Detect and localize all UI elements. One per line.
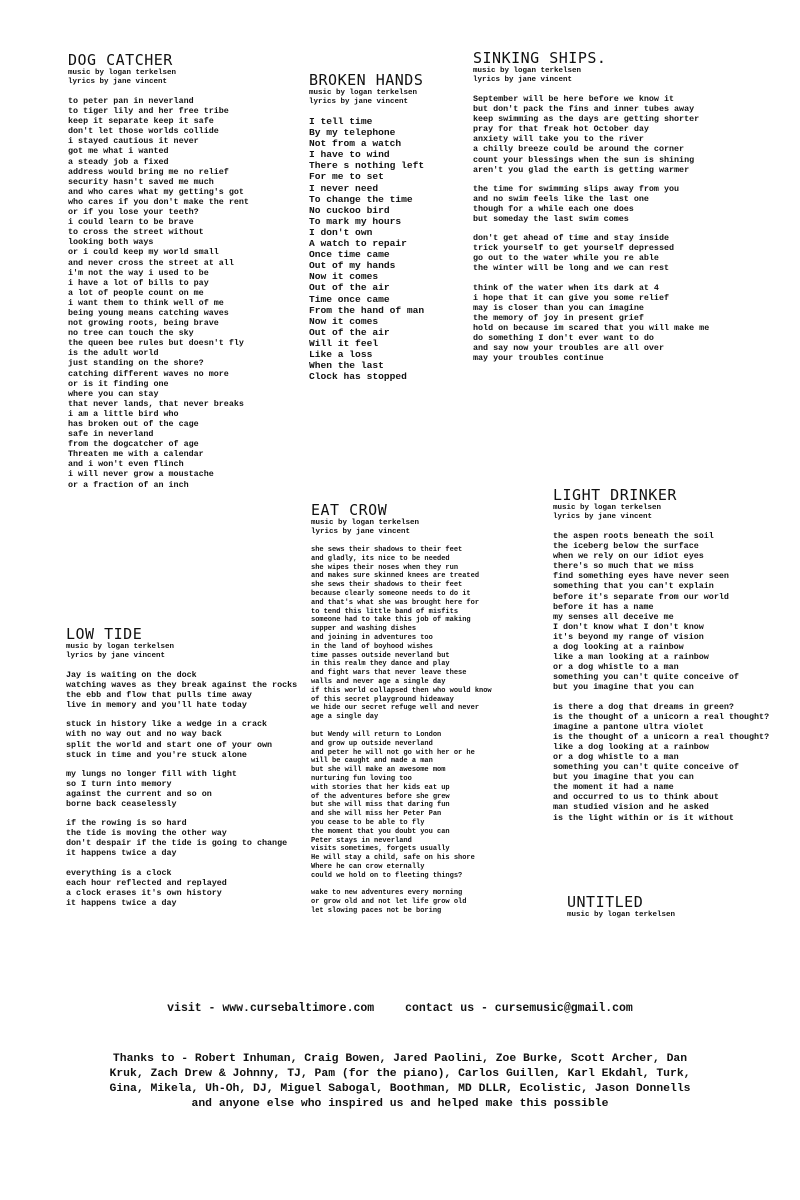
lyric-line: split the world and start one of your own [66, 739, 273, 750]
lyric-line: let slowing paces not be boring [311, 907, 442, 916]
lyric-line: looking both ways [68, 237, 154, 248]
lyric-line: will be caught and made a man [311, 757, 433, 766]
lyric-line: if this world collapsed then who would know [311, 686, 492, 695]
lyric-line: time passes outside neverland but [311, 651, 450, 660]
lyric-line: Once time came [309, 249, 390, 261]
lyric-line: with no way out and no way back [66, 729, 222, 740]
lyric-line: or is it finding one [68, 378, 169, 389]
lyric-line: pray for that freak hot October day [473, 124, 649, 135]
lyric-line: or if you lose your teeth? [68, 207, 199, 218]
lyric-line: to peter pan in neverland [68, 96, 194, 106]
stanza [473, 184, 709, 224]
stanza [473, 283, 709, 364]
lyric-line: keep swimming as the days are getting shorter [473, 114, 700, 125]
lyric-line: visits sometimes, forgets usually [311, 845, 450, 854]
lyric-line: Where he can crow eternally [311, 862, 425, 871]
lyric-line: To mark my hours [309, 215, 402, 227]
lyric-line: i want them to think well of me [68, 297, 224, 308]
lyric-line: A watch to repair [309, 238, 407, 250]
lyric-line: watching waves as they break against the rocks [66, 680, 298, 691]
song-credits [309, 89, 424, 107]
lyric-line: Now it comes [309, 315, 379, 327]
lyric-line: but she will make an awesome mom [311, 766, 446, 775]
lyric-line: He will stay a child, safe on his shore [311, 854, 475, 863]
song-sinking-ships [473, 50, 709, 372]
song-credits [567, 911, 675, 920]
lyric-line: but don't pack the fins and inner tubes away [473, 104, 695, 115]
lyric-line: we hide our secret refuge well and never [311, 704, 480, 713]
lyric-line: i will never grow a moustache [68, 469, 214, 480]
lyric-line: From the hand of man [309, 304, 425, 316]
lyric-line: When the last [309, 360, 384, 372]
song-credits [66, 643, 297, 661]
lyric-line: and joining in adventures too [311, 633, 433, 642]
lyric-line: the queen bee rules but doesn't fly [68, 338, 244, 349]
lyric-line: Out of the air [309, 326, 390, 338]
lyric-line: in this realm they dance and play [311, 660, 450, 669]
lyric-line: wake to new adventures every morning [311, 889, 463, 898]
lyric-line: I have to wind [309, 149, 390, 161]
lyric-line: but she will miss that daring fun [311, 801, 450, 810]
song-title: DOG CATCHER [68, 51, 173, 69]
lyric-line: don't get ahead of time and stay inside [473, 233, 670, 244]
stanza [473, 94, 709, 175]
lyric-line: No cuckoo bird [309, 204, 390, 216]
lyric-line: a dog looking at a rainbow [553, 642, 684, 653]
lyric-line: address would bring me no relief [68, 166, 229, 177]
credit-line: music by logan terkelsen [66, 643, 175, 651]
lyric-line: a clock erases it's own history [66, 887, 222, 898]
lyric-line: or a dog whistle to a man [553, 662, 679, 673]
credit-line: lyrics by jane vincent [68, 78, 168, 86]
lyric-line: i have a lot of bills to pay [68, 277, 209, 288]
lyric-line: i'm not the way i used to be [68, 267, 209, 278]
lyric-line: go out to the water while you re able [473, 253, 659, 264]
lyric-line: may your troubles continue [473, 353, 604, 364]
lyric-line: so I turn into memory [66, 778, 172, 789]
lyric-line: before it's separate from our world [553, 591, 729, 602]
lyric-line: she sews their shadows to their feet [311, 546, 463, 554]
lyric-line: of the adventures before she grew [311, 792, 450, 801]
stanza [309, 116, 424, 382]
song-title: EAT CROW [311, 501, 388, 519]
lyric-line: but you imagine that you can [553, 772, 694, 783]
lyric-line: being young means catching waves [68, 307, 229, 318]
lyric-line: and makes sure skinned knees are treated [311, 572, 480, 581]
stanza [66, 719, 297, 759]
thanks-line: Kruk, Zach Drew & Johnny, TJ, Pam (for the piano), Carlos Guillen, Karl Ekdahl, Turk, [109, 1068, 691, 1080]
lyric-line: stuck in time and you're stuck alone [66, 749, 247, 760]
lyric-line: don't let those worlds collide [68, 126, 219, 137]
lyric-line: and fight wars that never leave these [311, 669, 467, 678]
lyric-line: supper and washing dishes [311, 625, 417, 634]
lyric-line: imagine a pantone ultra violet [553, 721, 704, 732]
lyric-line: For me to set [309, 171, 384, 183]
contact-email-link[interactable]: contact us - cursemusic@gmail.com [405, 1002, 633, 1015]
lyric-line: who cares if you don't make the rent [68, 196, 249, 207]
song-untitled [567, 894, 675, 929]
credit-line: music by logan terkelsen [68, 69, 177, 77]
lyric-line: got me what i wanted [68, 146, 169, 157]
lyric-line: not growing roots, being brave [68, 318, 219, 329]
lyric-line: don't despair if the tide is going to change [66, 838, 288, 849]
lyric-line: age a single day [311, 713, 379, 722]
lyric-line: There s nothing left [309, 160, 425, 172]
lyric-line: in the land of boyhood wishes [311, 642, 433, 651]
lyric-line: and she will miss her Peter Pan [311, 810, 442, 819]
lyric-line: it happens twice a day [66, 848, 177, 859]
credit-line: lyrics by jane vincent [309, 98, 409, 106]
lyric-line: Jay is waiting on the dock [66, 670, 197, 680]
lyric-line: or grow old and not let life grow old [311, 898, 467, 907]
stanza [553, 702, 769, 823]
lyric-line: nurturing fun loving too [311, 774, 412, 783]
credit-line: lyrics by jane vincent [473, 76, 573, 84]
lyric-line: no tree can touch the sky [68, 328, 194, 339]
lyric-line: Out of my hands [309, 260, 396, 272]
lyric-line: aren't you glad the earth is getting warmer [473, 164, 690, 175]
lyric-line: trick yourself to get yourself depressed [473, 243, 675, 254]
lyric-line: something you can't quite conceive of [553, 762, 739, 773]
song-credits [553, 504, 769, 522]
lyric-line: and gladly, its nice to be needed [311, 554, 450, 563]
thanks-section [40, 1052, 760, 1112]
lyric-line: i hope that it can give you some relief [473, 292, 670, 303]
lyric-line: my senses all deceive me [553, 611, 674, 622]
credit-line: music by logan terkelsen [309, 89, 418, 97]
lyric-line: To change the time [309, 193, 413, 205]
lyric-line: is there a dog that dreams in green? [553, 701, 734, 712]
lyric-line: Out of the air [309, 282, 390, 294]
song-title: UNTITLED [567, 893, 644, 911]
lyric-line: it happens twice a day [66, 897, 177, 908]
lyric-line: and grow up outside neverland [311, 739, 433, 748]
song-title: SINKING SHIPS. [473, 49, 607, 67]
stanza [66, 868, 297, 908]
lyric-line: that never lands, that never breaks [68, 398, 244, 409]
lyric-line: like a man looking at a rainbow [553, 652, 709, 663]
lyric-line: to tend this little band of misfits [311, 607, 459, 616]
song-credits [473, 67, 709, 85]
lyric-line: if the rowing is so hard [66, 818, 187, 829]
lyric-line: a steady job a fixed [68, 156, 169, 167]
song-title: BROKEN HANDS [309, 71, 424, 89]
lyric-line: a chilly breeze could be around the corner [473, 144, 685, 155]
lyric-line: is the adult world [68, 348, 159, 359]
song-credits [311, 519, 492, 537]
lyric-line: think of the water when its dark at 4 [473, 282, 659, 293]
stanza [68, 96, 249, 490]
lyric-line: it's beyond my range of vision [553, 631, 704, 642]
lyric-line: borne back ceaselessly [66, 799, 177, 810]
lyric-line: is the light within or is it without [553, 812, 734, 823]
credit-line: lyrics by jane vincent [66, 652, 166, 660]
lyric-line: the memory of joy in present grief [473, 312, 644, 323]
credit-line: music by logan terkelsen [311, 519, 420, 527]
lyric-line: September will be here before we know it [473, 94, 675, 104]
lyric-line: count your blessings when the sun is shining [473, 154, 695, 165]
lyric-line: or a dog whistle to a man [553, 751, 679, 762]
lyric-line: the ebb and flow that pulls time away [66, 690, 252, 701]
website-link[interactable]: visit - www.cursebaltimore.com [167, 1002, 375, 1015]
lyric-line: man studied vision and he asked [553, 802, 709, 813]
lyric-line: i am a little bird who [68, 408, 179, 419]
lyric-line: keep it separate keep it safe [68, 116, 214, 127]
stanza [311, 731, 492, 881]
footer-links [0, 1002, 800, 1015]
lyric-line: a lot of people count on me [68, 287, 204, 298]
lyric-line: i stayed cautious it never [68, 136, 199, 147]
lyric-line: like a dog looking at a rainbow [553, 741, 709, 752]
stanza [66, 818, 297, 858]
lyric-line: and never cross the street at all [68, 257, 234, 268]
lyric-line: do something I don't ever want to do [473, 332, 654, 343]
lyric-line: catching different waves no more [68, 368, 229, 379]
lyric-line: everything is a clock [66, 867, 172, 878]
lyric-line: just standing on the shore? [68, 358, 204, 369]
song-credits [68, 69, 249, 87]
credit-line: lyrics by jane vincent [311, 528, 411, 536]
credit-line: music by logan terkelsen [473, 67, 582, 75]
lyric-line: safe in neverland [68, 429, 154, 440]
song-title: LIGHT DRINKER [553, 486, 677, 504]
lyric-line: of this secret playground hideaway [311, 695, 454, 704]
lyric-line: or i could keep my world small [68, 247, 219, 258]
lyric-line: security hasn't saved me much [68, 176, 214, 187]
lyric-line: and who cares what my getting's got [68, 186, 244, 197]
lyric-line: or a fraction of an inch [68, 479, 189, 490]
lyric-line: By my telephone [309, 127, 396, 139]
lyric-line: the aspen roots beneath the soil [553, 531, 714, 541]
lyric-line: something that you can't explain [553, 581, 714, 592]
lyric-line: Will it feel [309, 337, 379, 349]
lyric-line: may is closer than you can imagine [473, 302, 644, 313]
lyric-line: but Wendy will return to London [311, 730, 442, 739]
stanza [311, 889, 492, 915]
lyric-line: she sews their shadows to their feet [311, 581, 463, 590]
lyric-line: Now it comes [309, 271, 379, 283]
lyric-line: but you imagine that you can [553, 682, 694, 693]
credit-line: music by logan terkelsen [567, 911, 676, 919]
lyric-line: when we rely on our idiot eyes [553, 551, 704, 562]
lyric-line: and no swim feels like the last one [473, 193, 649, 204]
lyric-line: Time once came [309, 293, 390, 305]
lyric-line: hold on because im scared that you will make me [473, 322, 710, 333]
lyric-line: though for a while each one does [473, 203, 634, 214]
lyric-line: the moment it had a name [553, 782, 674, 793]
song-broken-hands [309, 72, 424, 391]
lyric-line: there's so much that we miss [553, 561, 694, 572]
lyric-line: is the thought of a unicorn a real thought? [553, 711, 770, 722]
lyric-line: my lungs no longer fill with light [66, 768, 237, 779]
lyric-line: Threaten me with a calendar [68, 449, 204, 460]
song-dog-catcher [68, 52, 249, 499]
lyric-line: stuck in history like a wedge in a crack [66, 719, 268, 730]
lyric-line: and that's what she was brought here for [311, 598, 480, 607]
lyric-line: has broken out of the cage [68, 419, 199, 429]
lyric-line: the iceberg below the surface [553, 541, 699, 552]
thanks-line: and anyone else who inspired us and helped make this possible [191, 1098, 609, 1110]
stanza [66, 769, 297, 809]
lyric-line: Peter stays in neverland [311, 836, 412, 845]
lyric-line: could we hold on to fleeting things? [311, 871, 463, 880]
song-light-drinker [553, 487, 769, 832]
lyric-line: something you can't quite conceive of [553, 672, 739, 683]
stanza [311, 546, 492, 722]
lyric-line: to cross the street without [68, 227, 204, 238]
lyric-line: anxiety will take you to the river [473, 134, 644, 145]
lyric-line: and i won't even flinch [68, 459, 184, 470]
lyric-line: I don't own [309, 226, 373, 238]
lyric-line: against the current and so on [66, 788, 212, 799]
lyric-line: because clearly someone needs to do it [311, 589, 471, 598]
lyric-line: Not from a watch [309, 138, 402, 150]
song-title: LOW TIDE [66, 625, 143, 643]
lyric-line: but someday the last swim comes [473, 214, 629, 225]
lyric-line: walls and never age a single day [311, 677, 446, 686]
credit-line: lyrics by jane vincent [553, 513, 653, 521]
thanks-line: Thanks to - Robert Inhuman, Craig Bowen, Jared Paolini, Zoe Burke, Scott Archer, Dan [112, 1053, 688, 1065]
lyric-line: and occurred to us to think about [553, 792, 719, 803]
lyric-line: with stories that her kids eat up [311, 783, 450, 792]
lyric-line: find something eyes have never seen [553, 571, 729, 582]
lyric-line: I tell time [309, 116, 373, 127]
thanks-line: Gina, Mikela, Uh-Oh, DJ, Miguel Sabogal, Boothman, MD DLLR, Ecolistic, Jason Donnells [109, 1083, 691, 1095]
lyric-line: she wipes their noses when they run [311, 563, 459, 572]
lyric-line: to tiger lily and her free tribe [68, 106, 229, 117]
stanza [66, 670, 297, 710]
lyric-line: each hour reflected and replayed [66, 877, 227, 888]
lyric-line: and peter he will not go with her or he [311, 748, 475, 757]
lyric-line: the time for swimming slips away from you [473, 183, 680, 194]
lyric-line: the winter will be long and we can rest [473, 263, 670, 274]
song-low-tide [66, 626, 297, 917]
lyric-line: the tide is moving the other way [66, 828, 227, 839]
lyric-line: you cease to be able to fly [311, 818, 425, 827]
lyric-line: the moment that you doubt you can [311, 827, 450, 836]
stanza [473, 233, 709, 273]
lyric-line: I don't know what I don't know [553, 621, 704, 632]
lyric-line: live in memory and you'll hate today [66, 700, 247, 711]
lyric-line: i could learn to be brave [68, 217, 194, 228]
lyric-line: before it has a name [553, 601, 654, 612]
lyric-line: Clock has stopped [309, 371, 407, 383]
credit-line: music by logan terkelsen [553, 504, 662, 512]
song-eat-crow [311, 502, 492, 925]
stanza [553, 531, 769, 693]
lyric-line: is the thought of a unicorn a real thought? [553, 731, 770, 742]
lyric-line: I never need [309, 182, 379, 194]
lyric-line: and say now your troubles are all over [473, 343, 664, 354]
lyric-line: someone had to take this job of making [311, 616, 471, 625]
lyric-line: from the dogcatcher of age [68, 439, 199, 450]
lyric-line: Like a loss [309, 348, 373, 360]
lyric-line: where you can stay [68, 388, 159, 399]
